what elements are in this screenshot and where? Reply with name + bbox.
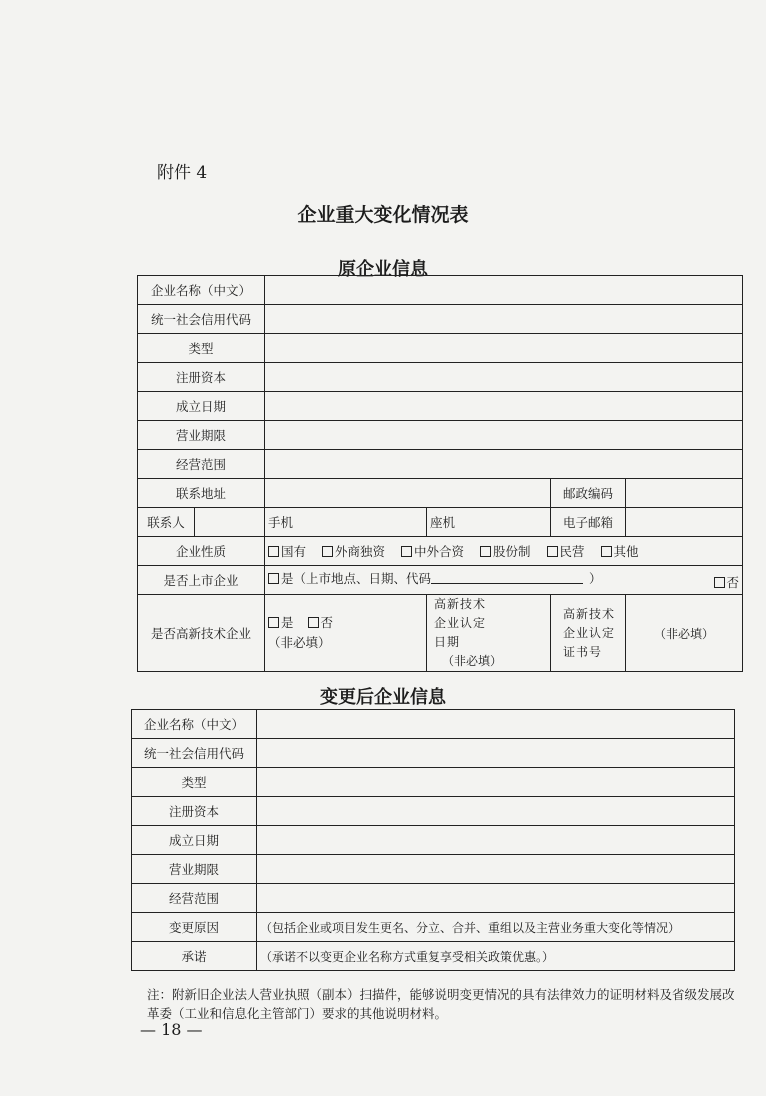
orig-label-phone: 座机: [430, 515, 456, 530]
orig-value-email[interactable]: [626, 508, 743, 537]
orig-label-type: 类型: [138, 334, 265, 363]
checkbox-icon: [547, 546, 558, 557]
new-value-term[interactable]: [257, 855, 735, 884]
new-value-capital[interactable]: [257, 797, 735, 826]
orig-value-term[interactable]: [265, 421, 743, 450]
new-label-established: 成立日期: [132, 826, 257, 855]
orig-value-address[interactable]: [265, 479, 551, 508]
checkbox-icon: [268, 573, 279, 584]
orig-value-type[interactable]: [265, 334, 743, 363]
listed-close-paren: ）: [589, 571, 602, 586]
orig-value-capital[interactable]: [265, 363, 743, 392]
orig-value-established[interactable]: [265, 392, 743, 421]
footer-note: 注：附新旧企业法人营业执照（副本）扫描件，能够说明变更情况的具有法律效力的证明材料及省级发展改革委（工业和信息化主管部门）要求的其他说明材料。: [147, 987, 735, 1021]
orig-hitech-options: [265, 595, 427, 672]
hitech-optional-note: （非必填）: [268, 635, 331, 650]
nature-option-shareholding[interactable]: 股份制: [480, 544, 531, 559]
original-section-title: 原企业信息: [338, 259, 428, 280]
new-value-established[interactable]: [257, 826, 735, 855]
orig-label-address: 联系地址: [138, 479, 265, 508]
new-value-type[interactable]: [257, 768, 735, 797]
orig-label-hitech: 是否高新技术企业: [138, 595, 265, 672]
orig-value-credit-code[interactable]: [265, 305, 743, 334]
new-value-scope[interactable]: [257, 884, 735, 913]
nature-option-other[interactable]: 其他: [601, 544, 639, 559]
orig-label-term: 营业期限: [138, 421, 265, 450]
nature-option-state[interactable]: 国有: [268, 544, 306, 559]
orig-label-capital: 注册资本: [138, 363, 265, 392]
hitech-cert-label: 高新技术 企业认定 证书号: [563, 606, 616, 659]
page-number: — 18 —: [140, 1020, 203, 1039]
new-label-name: 企业名称（中文）: [132, 710, 257, 739]
new-value-name[interactable]: [257, 710, 735, 739]
checkbox-icon: [401, 546, 412, 557]
orig-value-name[interactable]: [265, 276, 743, 305]
listed-option-yes[interactable]: 是（上市地点、日期、代码: [268, 571, 431, 586]
orig-mobile-cell[interactable]: [265, 508, 427, 537]
orig-listed-cell: [265, 566, 743, 595]
orig-label-listed: 是否上市企业: [138, 566, 265, 595]
orig-label-credit-code: 统一社会信用代码: [138, 305, 265, 334]
hitech-date-label: 高新技术 企业认定 日期: [434, 597, 487, 649]
new-value-promise[interactable]: （承诺不以变更企业名称方式重复享受相关政策优惠。）: [257, 942, 735, 971]
nature-option-private[interactable]: 民营: [547, 544, 585, 559]
orig-label-scope: 经营范围: [138, 450, 265, 479]
orig-hitech-cert-label-cell: [551, 595, 626, 672]
orig-label-nature: 企业性质: [138, 537, 265, 566]
orig-phone-cell[interactable]: [427, 508, 551, 537]
changed-section-title: 变更后企业信息: [320, 687, 446, 708]
checkbox-icon: [268, 617, 279, 628]
new-label-term: 营业期限: [132, 855, 257, 884]
checkbox-icon: [322, 546, 333, 557]
orig-value-scope[interactable]: [265, 450, 743, 479]
orig-hitech-date-cell: [427, 595, 551, 672]
orig-label-email: 电子邮箱: [551, 508, 626, 537]
new-label-reason: 变更原因: [132, 913, 257, 942]
orig-label-mobile: 手机: [268, 515, 294, 530]
original-info-table: [137, 275, 743, 672]
checkbox-icon: [268, 546, 279, 557]
new-label-promise: 承诺: [132, 942, 257, 971]
orig-value-postcode[interactable]: [626, 479, 743, 508]
listed-info-line[interactable]: [431, 572, 583, 584]
checkbox-icon: [308, 617, 319, 628]
orig-value-contact[interactable]: [195, 508, 265, 537]
form-title: 企业重大变化情况表: [297, 204, 469, 226]
hitech-date-optional[interactable]: （非必填）: [442, 654, 503, 668]
orig-label-postcode: 邮政编码: [551, 479, 626, 508]
new-label-type: 类型: [132, 768, 257, 797]
orig-label-name: 企业名称（中文）: [138, 276, 265, 305]
new-label-scope: 经营范围: [132, 884, 257, 913]
checkbox-icon: [601, 546, 612, 557]
orig-label-contact: 联系人: [138, 508, 195, 537]
orig-nature-options: [265, 537, 743, 566]
nature-option-foreign[interactable]: 外商独资: [322, 544, 385, 559]
changed-info-table: [131, 709, 735, 971]
hitech-cert-optional[interactable]: （非必填）: [626, 595, 743, 672]
hitech-option-yes[interactable]: 是: [268, 615, 294, 630]
new-label-credit-code: 统一社会信用代码: [132, 739, 257, 768]
new-value-credit-code[interactable]: [257, 739, 735, 768]
new-label-capital: 注册资本: [132, 797, 257, 826]
new-value-reason[interactable]: （包括企业或项目发生更名、分立、合并、重组以及主营业务重大变化等情况）: [257, 913, 735, 942]
listed-option-no[interactable]: 否: [714, 573, 740, 591]
checkbox-icon: [480, 546, 491, 557]
attachment-label: 附件 4: [157, 163, 208, 183]
checkbox-icon: [714, 577, 725, 588]
orig-label-established: 成立日期: [138, 392, 265, 421]
hitech-option-no[interactable]: 否: [308, 615, 334, 630]
nature-option-joint[interactable]: 中外合资: [401, 544, 464, 559]
